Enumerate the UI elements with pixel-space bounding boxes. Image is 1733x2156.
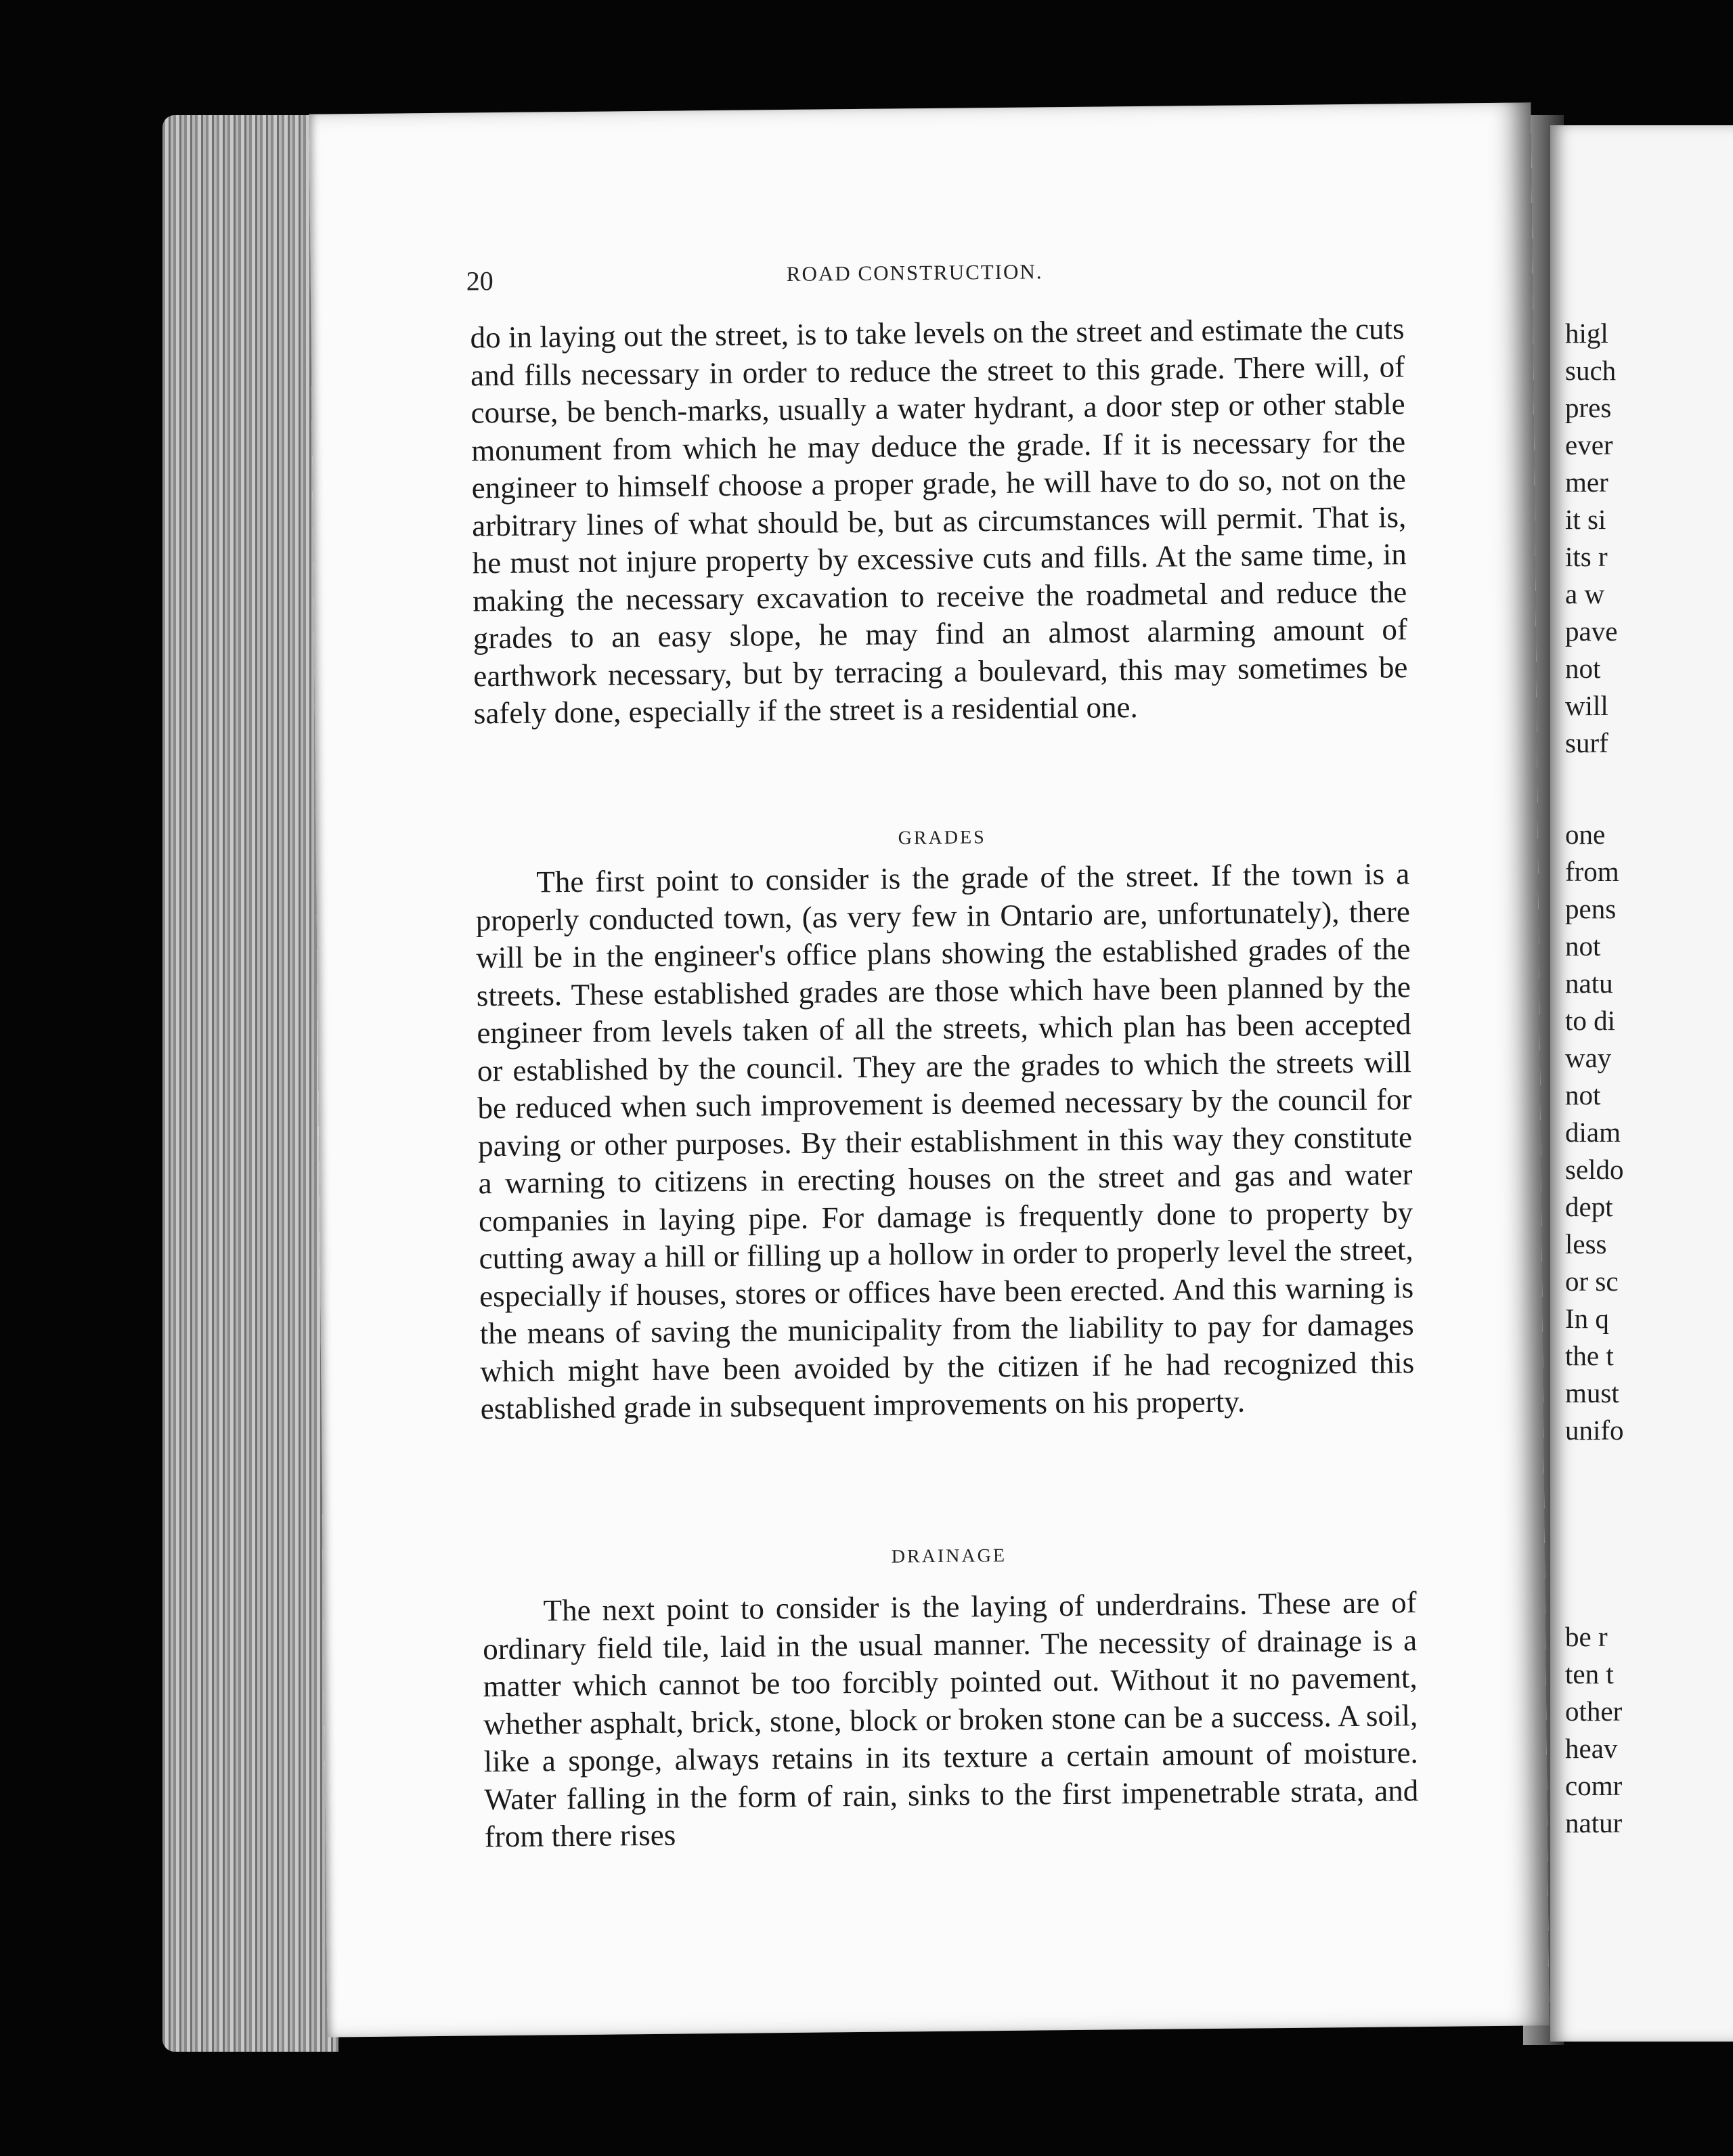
fragment-line: unifo	[1565, 1415, 1624, 1446]
page-header	[466, 257, 1363, 297]
fragment-line: mer	[1565, 467, 1608, 498]
page-number: 20	[466, 265, 493, 297]
fragment-line: not	[1565, 930, 1601, 962]
book-page	[309, 102, 1549, 2037]
fragment-line: one	[1565, 819, 1606, 850]
facing-page-fragments-top	[1565, 315, 1733, 762]
fragment-line: dept	[1565, 1191, 1613, 1222]
fragment-line: will	[1565, 690, 1608, 721]
fragment-line: from	[1565, 856, 1619, 887]
fragment-line: natu	[1565, 968, 1613, 999]
grades-paragraph-block	[475, 855, 1415, 1428]
fragment-line: comr	[1565, 1770, 1623, 1801]
intro-paragraph: do in laying out the street, is to take levels on the street and estimate the cuts and fills necessary in order to reduce the street to this grade. There will, of course, be bench-marks, usually a water hydrant, a door step or other stable monument from which he may deduce the grade. If it is necessary for the engineer to himself choose a proper grade, he will have to do so, not on the arbitrary lines of what should be, but as circumstances will permit. That is, he must not injure property by excessive cuts and fills. At the same time, in making the necessary excavation to receive the roadmetal and reduce the grades to an easy slope, he may find an almost alarming amount of earthwork necessary, but by terracing a boulevard, this may sometimes be safely done, especially if the street is a residential one.	[470, 311, 1408, 731]
fragment-line: diam	[1565, 1117, 1621, 1148]
fragment-line: its r	[1565, 541, 1608, 572]
fragment-line: higl	[1565, 318, 1608, 349]
fragment-line: other	[1565, 1696, 1623, 1727]
section-heading-grades: GRADES	[898, 827, 986, 849]
fragment-line: In q	[1565, 1303, 1609, 1334]
fragment-line: not	[1565, 1079, 1601, 1111]
section-heading-drainage: DRAINAGE	[891, 1545, 1007, 1568]
fragment-line: surf	[1565, 727, 1608, 758]
fragment-line: pens	[1565, 893, 1617, 924]
running-head: ROAD CONSTRUCTION.	[786, 259, 1043, 286]
fragment-line: way	[1565, 1042, 1612, 1073]
fragment-line: such	[1565, 355, 1617, 386]
fragment-line: it si	[1565, 504, 1606, 535]
fragment-line: pres	[1565, 392, 1612, 423]
fragment-line: the t	[1565, 1340, 1614, 1371]
fragment-line: a w	[1565, 578, 1605, 609]
fragment-line: ever	[1565, 429, 1613, 460]
fragment-line: natur	[1565, 1807, 1623, 1838]
facing-page-fragments-middle	[1565, 816, 1733, 1449]
fragment-line: less	[1565, 1228, 1607, 1259]
facing-page-fragments-bottom	[1565, 1618, 1733, 1842]
intro-paragraph-block	[470, 310, 1408, 733]
fragment-line: seldo	[1565, 1154, 1624, 1185]
fragment-line: ten t	[1565, 1658, 1614, 1689]
fragment-line: be r	[1565, 1621, 1608, 1652]
grades-paragraph: The first point to consider is the grade of the street. If the town is a properly conducted town, (as very few in Ontario are, unfortunately), there will be in the engineer's office plans showing the established grades of the streets. These established grades are those which have been planned by the engineer from levels taken of all the streets, which plan has been accepted or established by the council. They are the grades to which the streets will be reduced when such improvement is deemed necessary by the council for paving or other purposes. By their establishment in this way they constitute a warning to citizens in erecting houses on the street and gas and water companies in laying pipe. For damage is frequently done to property by cutting away a hill or filling up a hollow in order to properly level the street, especially if houses, stores or offices have been erected. And this warning is the means of saving the municipality from the liability to pay for damages which might have been avoided by the citizen if he had recognized this established grade in subsequent improvements on his property.	[475, 857, 1415, 1426]
drainage-paragraph-block	[482, 1584, 1419, 1856]
fragment-line: heav	[1565, 1733, 1618, 1764]
fragment-line: pave	[1565, 616, 1618, 647]
fragment-line: not	[1565, 653, 1601, 684]
fragment-line: must	[1565, 1377, 1619, 1408]
fragment-line: or sc	[1565, 1266, 1619, 1297]
drainage-paragraph: The next point to consider is the laying of underdrains. These are of ordinary field tile, laid in the usual manner. The necessity of drainage is a matter which cannot be too forcibly pointed out. Without it no pavement, whether asphalt, brick, stone, block or broken stone can be a success. A soil, like a sponge, always retains in its texture a certain amount of moisture. Water falling in the form of rain, sinks to the first impenetrable strata, and from there rises	[482, 1585, 1419, 1854]
fragment-line: to di	[1565, 1005, 1616, 1036]
facing-page	[1550, 125, 1733, 2042]
